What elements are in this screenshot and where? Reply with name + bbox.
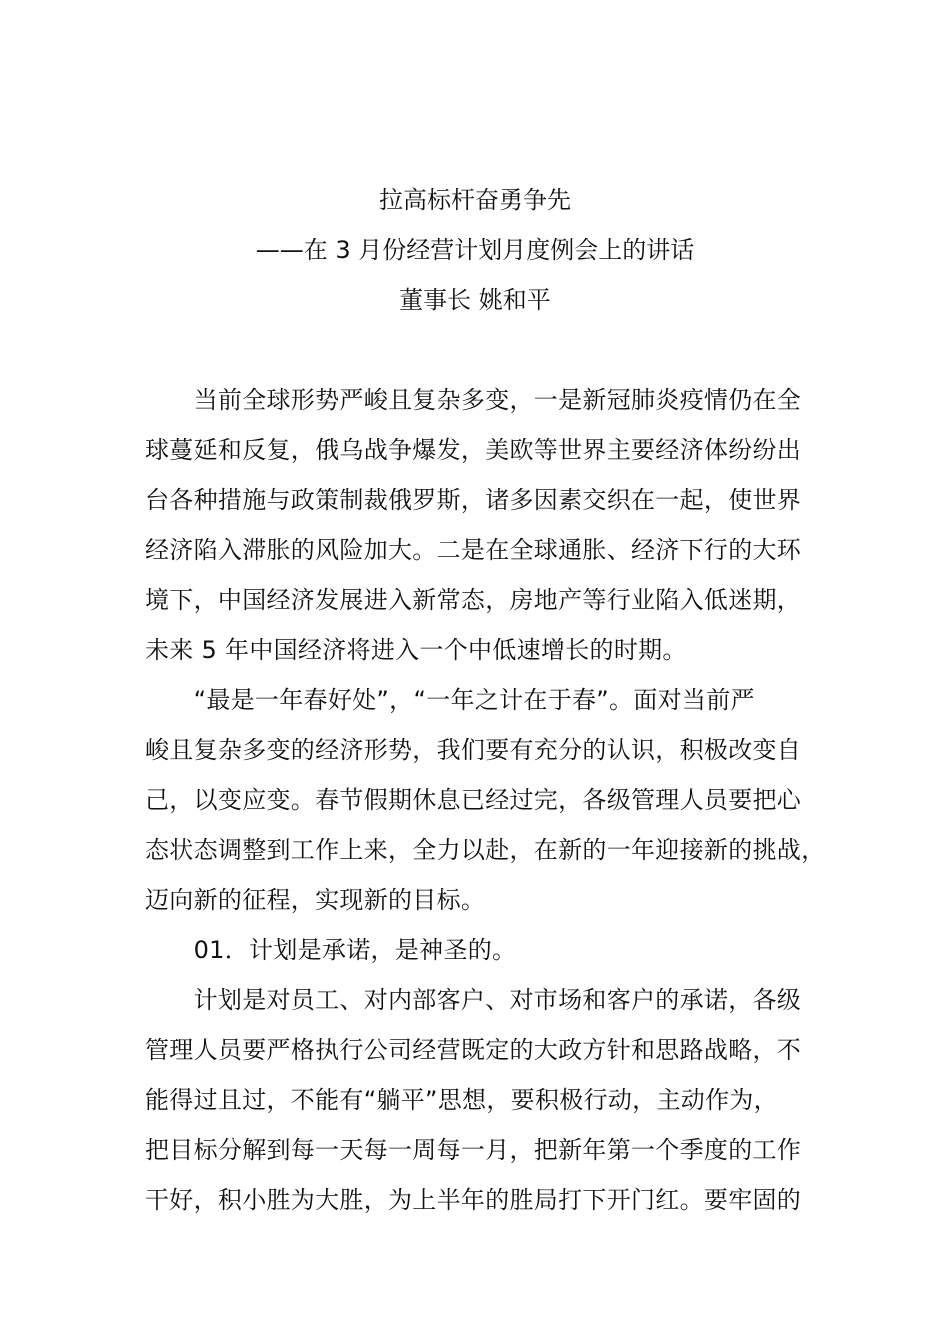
body-line: 能得过且过，不能有“躺平”思想，要积极行动，主动作为， <box>145 1086 778 1114</box>
body-line: “最是一年春好处”，“一年之计在于春”。面对当前严 <box>145 686 755 714</box>
body-line: 己，以变应变。春节假期休息已经过完，各级管理人员要把心 <box>145 786 802 814</box>
document-title: 拉高标杆奋勇争先 <box>379 186 571 214</box>
body-line: 未来 5 年中国经济将进入一个中低速增长的时期。 <box>145 636 687 664</box>
body-line: 管理人员要严格执行公司经营既定的大政方针和思路战略，不 <box>145 1036 802 1064</box>
body-line: 计划是对员工、对内部客户、对市场和客户的承诺，各级 <box>145 986 802 1014</box>
body-line: 球蔓延和反复，俄乌战争爆发，美欧等世界主要经济体纷纷出 <box>145 436 802 464</box>
body-line: 当前全球形势严峻且复杂多变，一是新冠肺炎疫情仍在全 <box>145 386 802 414</box>
speaker-line: 董事长 姚和平 <box>399 286 551 314</box>
body-line: 台各种措施与政策制裁俄罗斯，诸多因素交织在一起，使世界 <box>145 486 802 514</box>
section-heading: 01．计划是承诺，是神圣的。 <box>145 936 517 964</box>
body-line: 态状态调整到工作上来，全力以赴，在新的一年迎接新的挑战， <box>145 836 826 864</box>
body-line: 干好，积小胜为大胜，为上半年的胜局打下开门红。要牢固的 <box>145 1186 802 1214</box>
body-line: 把目标分解到每一天每一周每一月，把新年第一个季度的工作 <box>145 1136 802 1164</box>
document-subtitle: ——在 3 月份经营计划月度例会上的讲话 <box>255 236 695 264</box>
body-line: 峻且复杂多变的经济形势，我们要有充分的认识，积极改变自 <box>145 736 802 764</box>
body-line: 迈向新的征程，实现新的目标。 <box>145 886 486 914</box>
body-line: 境下，中国经济发展进入新常态，房地产等行业陷入低迷期， <box>145 586 802 614</box>
body-line: 经济陷入滞胀的风险加大。二是在全球通胀、经济下行的大环 <box>145 536 802 564</box>
